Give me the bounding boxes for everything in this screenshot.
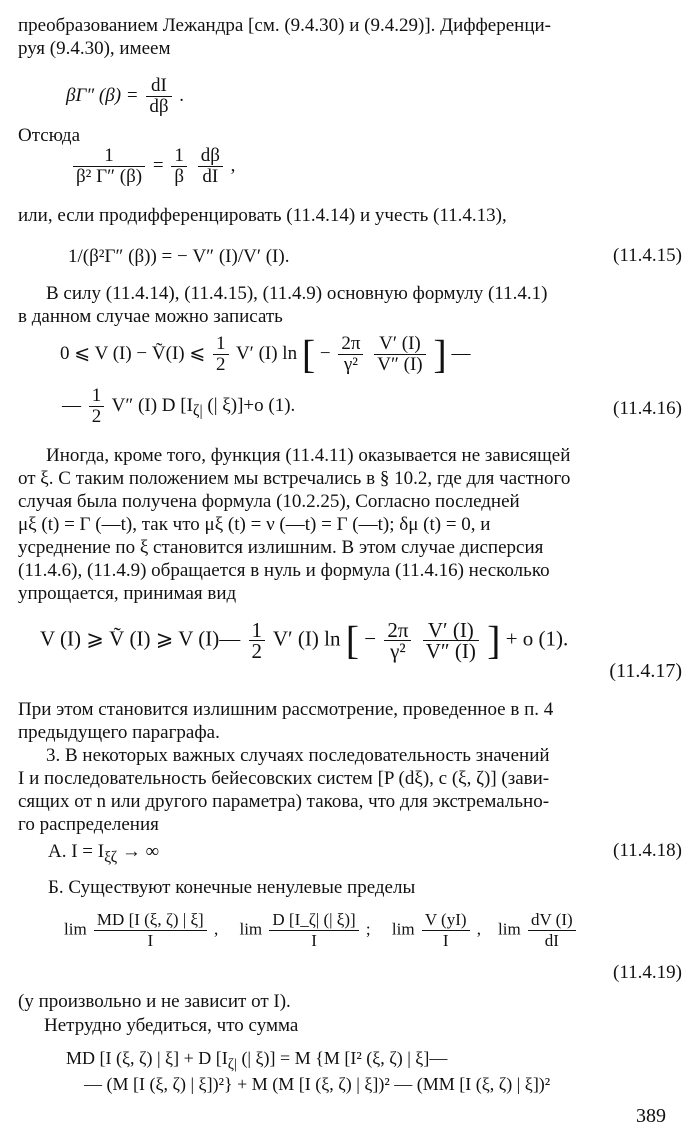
fraction-numerator: V (yI)	[422, 910, 470, 931]
fraction-denominator: V″ (I)	[377, 354, 423, 375]
punctuation: ,	[230, 154, 236, 176]
eq-part: V (I) ⩾ Ṽ (I) ⩾ V (I)—	[40, 626, 241, 651]
fraction-denominator: I	[311, 931, 317, 950]
fraction-numerator: 2π	[384, 620, 411, 641]
right-bracket: ]	[487, 617, 501, 663]
fraction	[73, 146, 145, 187]
fraction-numerator: dV (I)	[528, 910, 576, 931]
subscript: ζ|	[227, 1056, 237, 1073]
text-line: в данном случае можно записать	[18, 306, 283, 327]
punctuation: .	[179, 84, 185, 106]
paragraph-then	[18, 698, 684, 744]
fraction-denominator: β² Γ″ (β)	[76, 166, 143, 187]
fraction	[213, 334, 229, 375]
equation-beta	[66, 76, 184, 117]
fraction	[422, 910, 470, 951]
fraction-denominator: 2	[251, 639, 262, 663]
eq-part: (| ξ)]+o (1).	[202, 394, 296, 416]
text-line: упрощается, принимая вид	[18, 583, 237, 604]
text-line-easy: Нетрудно убедиться, что сумма	[44, 1015, 299, 1036]
fraction-denominator: β	[174, 166, 184, 187]
text-line: от ξ. С таким положением мы встречались в § 10.2, где для частного	[18, 468, 571, 489]
lim-operator: lim	[64, 919, 87, 939]
separator: ,	[213, 919, 219, 939]
fraction-numerator: MD [I (ξ, ζ) | ξ]	[94, 910, 207, 931]
fraction	[528, 910, 576, 951]
equation-number: (11.4.19)	[613, 962, 682, 983]
fraction	[423, 620, 479, 661]
eq-part: → ∞	[117, 841, 160, 862]
fraction-denominator: I	[147, 931, 154, 950]
equation-number: (11.4.16)	[613, 398, 682, 419]
fraction-denominator: dI	[202, 166, 219, 187]
fraction-denominator: I	[442, 931, 449, 950]
text-line-y: (y произвольно и не зависит от I).	[18, 991, 291, 1012]
equation-number: (11.4.17)	[609, 660, 682, 682]
eq-part: + o (1).	[505, 626, 569, 651]
subscript: ξζ	[104, 848, 118, 866]
text-line: Иногда, кроме того, функция (11.4.11) оказывается не зависящей	[46, 445, 571, 466]
text-line: предыдущего параграфа.	[18, 722, 220, 743]
text-otsyuda: Отсюда	[18, 125, 81, 146]
paragraph-sometimes	[18, 444, 684, 605]
separator: ,	[476, 919, 482, 939]
fraction	[89, 386, 105, 427]
eq-lhs: βΓ″ (β) =	[66, 84, 139, 106]
separator: ;	[365, 919, 371, 939]
text-line: сящих от n или другого параметра) такова, что для экстремально-	[18, 791, 550, 812]
fraction	[374, 334, 425, 375]
fraction-denominator: γ²	[343, 354, 358, 375]
page-number: 389	[636, 1105, 666, 1127]
fraction-denominator: V″ (I)	[425, 639, 476, 663]
fraction-numerator: dI	[146, 76, 171, 97]
text-line: I и последовательность бейесовских систем [P (dξ), c (ξ, ζ)] (зави-	[18, 768, 550, 789]
equation-inverse	[70, 146, 235, 187]
fraction-numerator: 1	[249, 620, 266, 641]
fraction	[171, 146, 187, 187]
text-line: руя (9.4.30), имеем	[18, 38, 171, 59]
minus-sign: −	[319, 342, 331, 364]
fraction-denominator: 2	[91, 406, 102, 427]
fraction-numerator: V′ (I)	[374, 334, 425, 355]
equals-sign: =	[152, 154, 164, 176]
fraction	[94, 910, 207, 951]
text-line: При этом становится излишним рассмотрение, проведенное в п. 4	[18, 699, 554, 720]
equation-11-4-15: 1/(β²Γ″ (β)) = − V″ (I)/V′ (I).	[68, 246, 290, 267]
fraction-numerator: 2π	[338, 334, 363, 355]
equation-11-4-16-line-1	[60, 331, 471, 377]
equation-11-4-16-line-2	[62, 386, 295, 427]
fraction	[269, 910, 358, 951]
fraction-numerator: 1	[89, 386, 105, 407]
text-line: (11.4.6), (11.4.9) обращается в нуль и формула (11.4.16) несколько	[18, 560, 550, 581]
equation-11-4-19	[64, 910, 579, 951]
text-line-or: или, если продифференцировать (11.4.14) и учесть (11.4.13),	[18, 205, 507, 226]
text-line-b: Б. Существуют конечные ненулевые пределы	[48, 877, 416, 898]
paragraph-3	[18, 744, 684, 836]
right-bracket: ]	[433, 331, 447, 377]
equation-sum-line-2: — (M [I (ξ, ζ) | ξ])²} + M (M [I (ξ, ζ) | ξ])² — (MM [I (ξ, ζ) | ξ])²	[84, 1074, 551, 1094]
eq-part: V′ (I) ln	[235, 342, 298, 364]
fraction-denominator: dI	[544, 931, 559, 950]
fraction	[249, 620, 266, 661]
fraction	[384, 620, 411, 661]
lim-operator: lim	[391, 919, 415, 939]
equation-number: (11.4.18)	[613, 840, 682, 861]
eq-part: (| ξ)] = M {M [I² (ξ, ζ) | ξ]—	[236, 1048, 448, 1068]
equation-number: (11.4.15)	[613, 245, 682, 266]
fraction	[338, 334, 363, 375]
fraction-numerator: dβ	[198, 146, 223, 167]
fraction-denominator: dβ	[149, 96, 169, 117]
eq-part: A. I = I	[48, 841, 105, 862]
eq-part: V″ (I) D [I	[111, 394, 193, 416]
eq-part: 0 ⩽ V (I) − Ṽ(I) ⩽	[60, 342, 206, 364]
lim-operator: lim	[498, 919, 521, 939]
eq-part: V′ (I) ln	[272, 626, 341, 651]
fraction-numerator: D [I_ζ| (| ξ)]	[269, 910, 358, 931]
fraction-numerator: V′ (I)	[423, 620, 479, 641]
left-bracket: [	[345, 617, 360, 663]
left-bracket: [	[301, 331, 316, 377]
fraction-denominator: 2	[216, 354, 226, 375]
fraction-numerator: 1	[171, 146, 187, 167]
intro-paragraph	[18, 14, 684, 60]
subscript: ζ|	[192, 402, 203, 420]
text-line: 3. В некоторых важных случаях последовательность значений	[46, 745, 550, 766]
text-line: случая была получена формула (10.2.25), Согласно последней	[18, 491, 520, 512]
eq-part: MD [I (ξ, ζ) | ξ] + D [I	[66, 1048, 228, 1068]
text-line: μξ (t) = Γ (—t), так что μξ (t) = ν (—t) = Γ (—t); δμ (t) = 0, и	[18, 514, 491, 535]
dash: —	[62, 394, 81, 416]
equation-11-4-17	[40, 617, 569, 663]
equation-11-4-18	[48, 840, 159, 870]
text-line: го распределения	[18, 814, 159, 835]
fraction-denominator: γ²	[390, 639, 406, 663]
minus-sign: −	[364, 626, 377, 651]
paragraph-force	[18, 282, 684, 328]
fraction	[198, 146, 223, 187]
fraction	[146, 76, 171, 117]
lim-operator: lim	[239, 919, 263, 939]
text-line: В силу (11.4.14), (11.4.15), (11.4.9) основную формулу (11.4.1)	[46, 283, 548, 304]
text-line: усреднение по ξ становится излишним. В этом случае дисперсия	[18, 537, 544, 558]
dash: —	[451, 342, 471, 364]
fraction-numerator: 1	[213, 334, 229, 355]
fraction-numerator: 1	[73, 146, 145, 167]
text-line: преобразованием Лежандра [см. (9.4.30) и (9.4.29)]. Дифференци-	[18, 15, 551, 36]
